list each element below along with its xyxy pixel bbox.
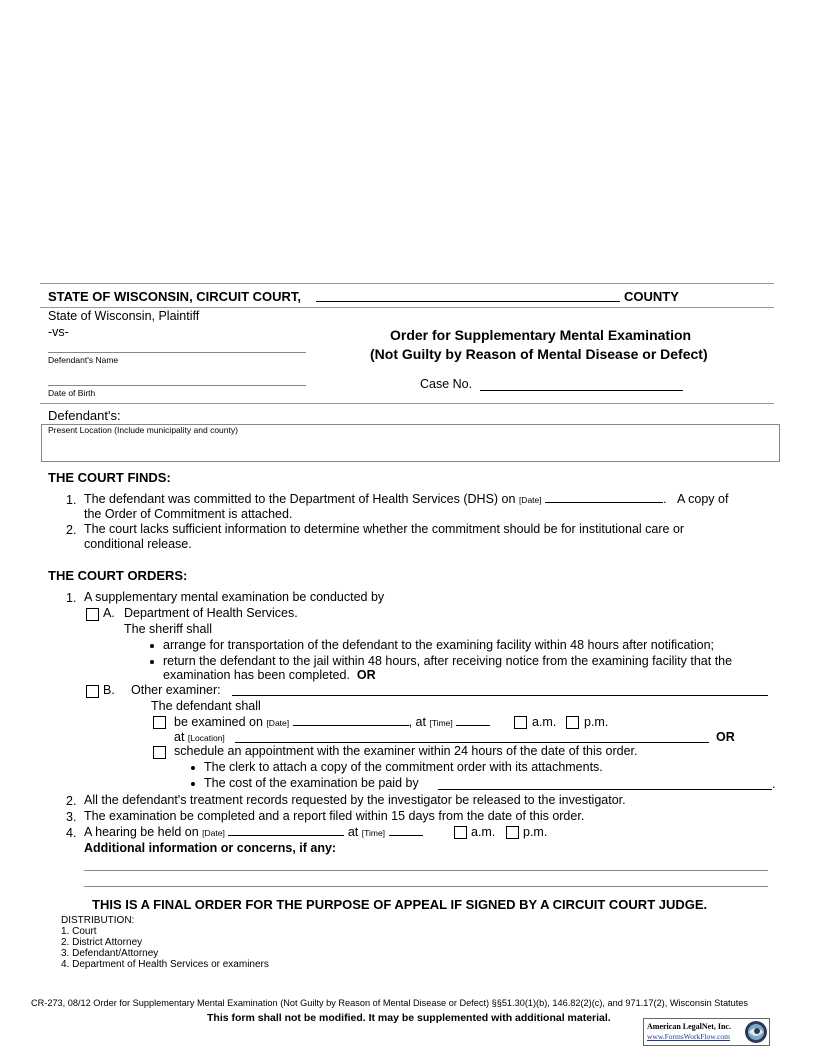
dob-line[interactable] bbox=[48, 385, 306, 386]
finds-2-num: 2. bbox=[66, 523, 77, 537]
exam-time-placeholder: [Time] bbox=[429, 718, 453, 728]
page-title: Order for Supplementary Mental Examination bbox=[390, 327, 692, 343]
examined-line: be examined on [Date] , at [Time] bbox=[174, 715, 490, 729]
schedule-text: schedule an appointment with the examiner within 24 hours of the date of this order. bbox=[174, 744, 638, 758]
bullet-icon bbox=[191, 766, 195, 770]
or-2: OR bbox=[716, 730, 735, 744]
additional-info-line-1[interactable] bbox=[84, 870, 768, 871]
logo-name: American LegalNet, Inc. bbox=[647, 1022, 731, 1031]
final-order-notice: THIS IS A FINAL ORDER FOR THE PURPOSE OF APPEAL IF SIGNED BY A CIRCUIT COURT JUDGE. bbox=[92, 897, 708, 912]
plaintiff-text: State of Wisconsin, Plaintiff bbox=[48, 309, 200, 323]
finds-2-text: The court lacks sufficient information to determine whether the commitment should be for institutional care or bbox=[84, 522, 685, 536]
bullet-icon bbox=[150, 660, 154, 664]
case-no-label: Case No. bbox=[420, 377, 473, 391]
finds-2-text-2: conditional release. bbox=[84, 537, 192, 551]
finds-1-date-placeholder: [Date] bbox=[518, 495, 542, 505]
hearing-pm-checkbox[interactable] bbox=[506, 826, 519, 839]
orders-3-text: The examination be completed and a report filed within 15 days from the date of this order. bbox=[84, 809, 585, 823]
logo-box bbox=[643, 1018, 770, 1046]
exam-pm-label: p.m. bbox=[584, 715, 609, 729]
bullet-icon bbox=[150, 644, 154, 648]
exam-am-checkbox[interactable] bbox=[514, 716, 527, 729]
sheriff-bullet-2b: examination has been completed. OR bbox=[163, 668, 376, 682]
form-notice: This form shall not be modified. It may be supplemented with additional material. bbox=[207, 1012, 611, 1024]
other-examiner-field[interactable] bbox=[232, 695, 768, 696]
location-line: at [Location] bbox=[174, 730, 225, 744]
additional-info-label: Additional information or concerns, if any: bbox=[84, 841, 337, 855]
sheriff-bullet-1: arrange for transportation of the defendant to the examining facility within 48 hours after notification; bbox=[163, 638, 715, 652]
dob-label: Date of Birth bbox=[48, 388, 96, 398]
orders-heading: THE COURT ORDERS: bbox=[48, 568, 188, 583]
sheriff-text: The sheriff shall bbox=[124, 622, 213, 636]
finds-1-text-2: the Order of Commitment is attached. bbox=[84, 507, 293, 521]
orders-2-num: 2. bbox=[66, 794, 77, 808]
schedule-checkbox[interactable] bbox=[153, 746, 166, 759]
globe-logo-icon bbox=[744, 1020, 768, 1044]
option-a-letter: A. bbox=[103, 606, 115, 620]
cost-text: The cost of the examination be paid by bbox=[204, 776, 419, 790]
page-subtitle: (Not Guilty by Reason of Mental Disease or Defect) bbox=[370, 346, 708, 362]
orders-1-num: 1. bbox=[66, 591, 77, 605]
hearing-time-field[interactable] bbox=[389, 825, 423, 836]
orders-2-text: All the defendant's treatment records requested by the investigator be released to the investigator. bbox=[84, 793, 626, 807]
caption-top-rule bbox=[40, 283, 774, 284]
orders-1-text: A supplementary mental examination be conducted by bbox=[84, 590, 385, 604]
orders-4-num: 4. bbox=[66, 826, 77, 840]
hearing-time-placeholder: [Time] bbox=[361, 828, 386, 838]
sheriff-bullet-2: return the defendant to the jail within 48 hours, after receiving notice from the examining facility that the bbox=[163, 654, 733, 668]
bullet-icon bbox=[191, 782, 195, 786]
cost-period: . bbox=[772, 777, 776, 791]
finds-1-num: 1. bbox=[66, 493, 77, 507]
distribution-item: 4. Department of Health Services or examiners bbox=[61, 959, 269, 970]
vs-text: -vs- bbox=[48, 325, 69, 339]
exam-date-field[interactable] bbox=[293, 715, 409, 726]
finds-1-text: The defendant was committed to the Department of Health Services (DHS) on [Date] . A copy of bbox=[84, 492, 729, 506]
exam-pm-checkbox[interactable] bbox=[566, 716, 579, 729]
option-a-checkbox[interactable] bbox=[86, 608, 99, 621]
defendant-shall-text: The defendant shall bbox=[151, 699, 261, 713]
orders-3-num: 3. bbox=[66, 810, 77, 824]
finds-1-date-field[interactable] bbox=[545, 492, 663, 503]
case-no-field[interactable] bbox=[480, 390, 683, 391]
distribution-item: 1. Court bbox=[61, 926, 97, 937]
defendant-name-label: Defendant's Name bbox=[48, 355, 119, 365]
exam-time-field[interactable] bbox=[456, 715, 490, 726]
hearing-pm-label: p.m. bbox=[523, 825, 548, 839]
location-field[interactable] bbox=[235, 742, 709, 743]
hearing-am-label: a.m. bbox=[471, 825, 496, 839]
form-id-line: CR-273, 08/12 Order for Supplementary Mental Examination (Not Guilty by Reason of Mental Disease or Defect) §§51.30(1)(b), 146.82(2)(c), and 971.17(2), Wisconsin Statutes bbox=[31, 998, 748, 1008]
additional-info-line-2[interactable] bbox=[84, 886, 768, 887]
present-location-label: Present Location (Include municipality and county) bbox=[48, 425, 238, 435]
logo-url: www.FormsWorkFlow.com bbox=[647, 1032, 731, 1041]
hearing-am-checkbox[interactable] bbox=[454, 826, 467, 839]
court-prefix: STATE OF WISCONSIN, CIRCUIT COURT, bbox=[48, 289, 302, 304]
clerk-text: The clerk to attach a copy of the commitment order with its attachments. bbox=[204, 760, 603, 774]
orders-4-text: A hearing be held on [Date] at [Time] bbox=[84, 825, 423, 839]
distribution-item: 2. District Attorney bbox=[61, 937, 143, 948]
option-b-checkbox[interactable] bbox=[86, 685, 99, 698]
defendants-label: Defendant's: bbox=[48, 408, 121, 423]
finds-heading: THE COURT FINDS: bbox=[48, 470, 171, 485]
exam-date-placeholder: [Date] bbox=[266, 718, 290, 728]
defendant-name-line[interactable] bbox=[48, 352, 306, 353]
exam-am-label: a.m. bbox=[532, 715, 557, 729]
cost-paid-by-field[interactable] bbox=[438, 789, 772, 790]
caption-rule-3 bbox=[40, 403, 774, 404]
caption-rule-2 bbox=[40, 307, 774, 308]
hearing-date-placeholder: [Date] bbox=[202, 828, 225, 838]
option-b-letter: B. bbox=[103, 683, 115, 697]
hearing-date-field[interactable] bbox=[228, 825, 344, 836]
distribution-heading: DISTRIBUTION: bbox=[61, 915, 135, 926]
county-label: COUNTY bbox=[624, 289, 679, 304]
distribution-item: 3. Defendant/Attorney bbox=[61, 948, 159, 959]
option-a-text: Department of Health Services. bbox=[124, 606, 298, 620]
location-placeholder: [Location] bbox=[187, 733, 225, 743]
option-b-text: Other examiner: bbox=[131, 683, 221, 697]
examined-checkbox[interactable] bbox=[153, 716, 166, 729]
or-1: OR bbox=[356, 668, 376, 682]
county-blank[interactable] bbox=[316, 301, 620, 302]
